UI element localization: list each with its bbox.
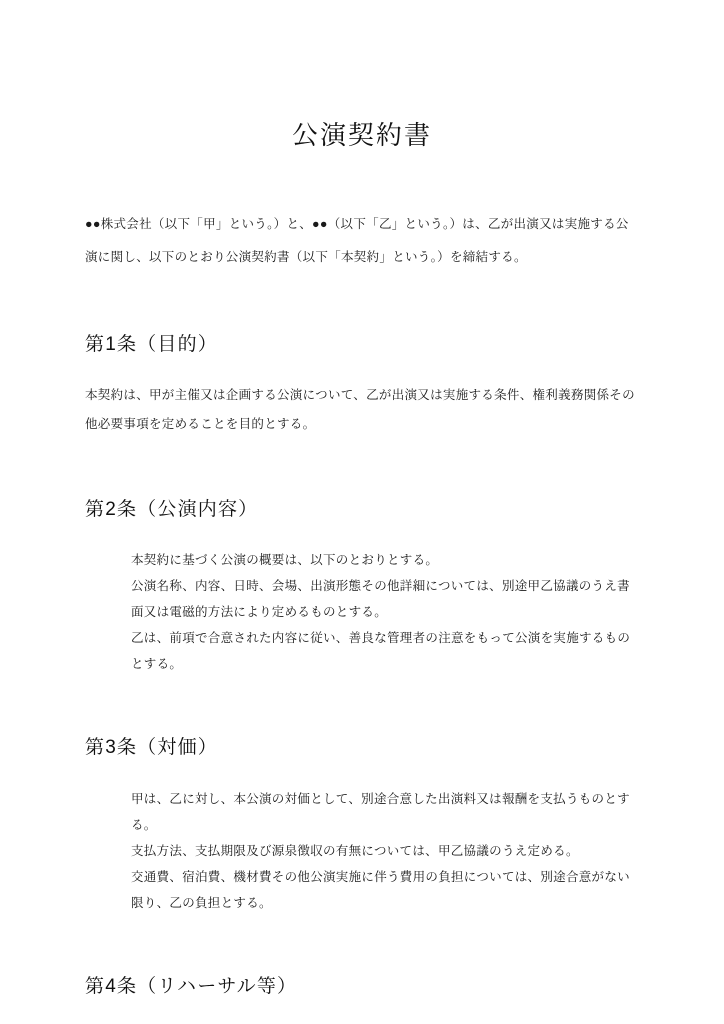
clause: 甲は、乙に対し、本公演の対価として、別途合意した出演料又は報酬を支払うものとする。: [131, 791, 630, 832]
article-heading: 第1条（目的）: [85, 334, 218, 356]
page-title: 公演契約書: [291, 120, 432, 150]
clause: 乙は、前項で合意された内容に従い、善良な管理者の注意をもって公演を実施するものとする。: [131, 631, 631, 672]
article-1: [85, 274, 639, 439]
clause: 交通費、宿泊費、機材費その他公演実施に伴う費用の負担については、別途合意がない限り、乙の負担とする。: [131, 869, 630, 910]
article-4: [85, 916, 639, 1001]
intro-paragraph: ●●株式会社（以下「甲」という。）と、●●（以下「乙」という。）は、乙が出演又は実施する公演に関し、以下のとおり公演契約書（以下「本契約」という。）を締結する。: [85, 217, 629, 265]
article-3: [85, 677, 639, 916]
article-heading: 第4条（リハーサル等）: [85, 975, 298, 997]
clause: 本契約に基づく公演の概要は、以下のとおりとする。: [131, 553, 439, 568]
article-body: [85, 523, 639, 677]
clause: 公演名称、内容、日時、会場、出演形態その他詳細については、別途甲乙協議のうえ書面又は電磁的方法により定めるものとする。: [131, 579, 630, 620]
article-body: [85, 762, 639, 916]
article-body: [85, 359, 639, 439]
clause: 支払方法、支払期限及び源泉徴収の有無については、甲乙協議のうえ定める。: [131, 843, 579, 858]
article-heading: 第2条（公演内容）: [85, 498, 259, 520]
article-2: [85, 439, 639, 678]
articles-container: [85, 274, 639, 1000]
clause: 本契約は、甲が主催又は企画する公演について、乙が出演又は実施する条件、権利義務関係その他必要事項を定めることを目的とする。: [85, 387, 635, 431]
article-heading: 第3条（対価）: [85, 737, 218, 759]
